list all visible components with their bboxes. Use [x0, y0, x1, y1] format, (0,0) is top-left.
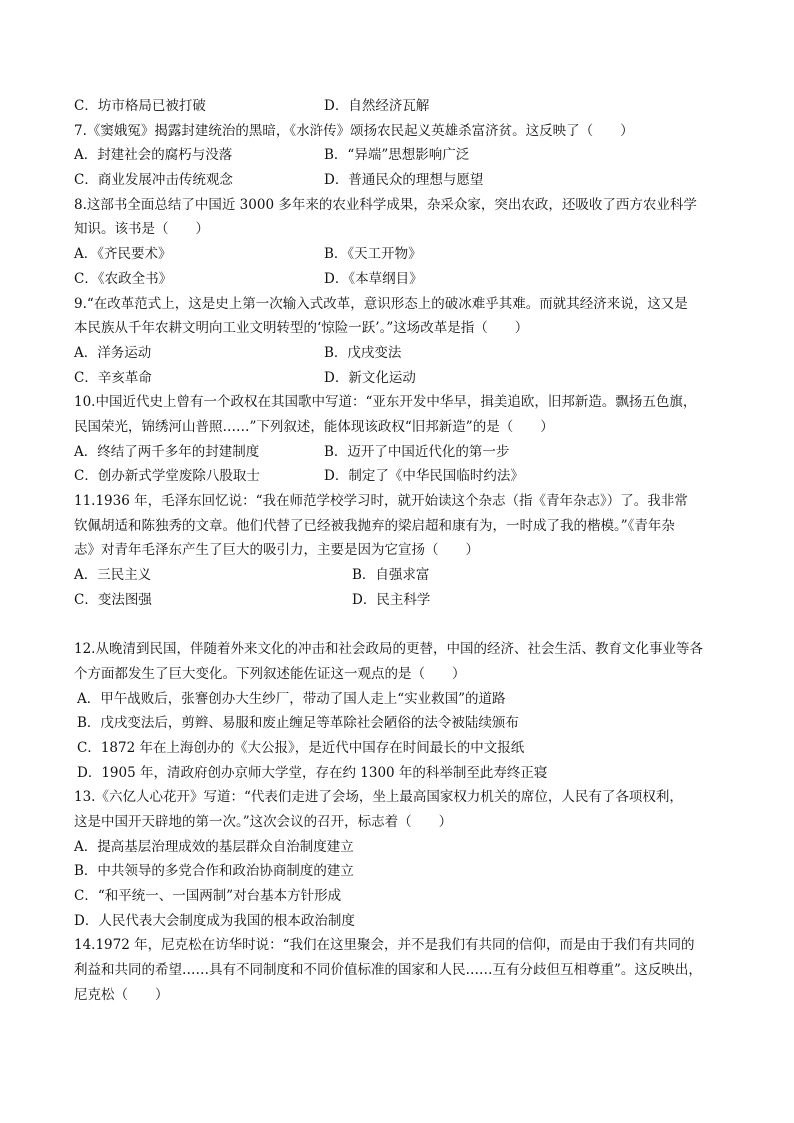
q9-option-c: C．辛亥革命	[74, 369, 152, 386]
q7-stem-line: 7.《窦娥冤》揭露封建统治的黑暗，《水浒传》颂扬农民起义英雄杀富济贫。这反映了（ ）	[74, 122, 634, 139]
q12-option-b: B．戊戌变法后，剪辫、易服和废止缠足等革除社会陋俗的法令被陆续颁布	[77, 715, 519, 732]
q8-option-a: A．《齐民要术》	[74, 246, 172, 263]
q8-option-c: C．《农政全书》	[74, 270, 173, 287]
q14-stem-line: 14.1972 年，尼克松在访华时说：“我们在这里聚会，并不是我们有共同的信仰，而是由于我们有共同的	[74, 937, 695, 954]
q10-option-d: D．制定了《中华民国临时约法》	[324, 468, 524, 485]
q9-options-cd	[74, 366, 728, 391]
q8-option-d: D．《本草纲目》	[324, 270, 423, 287]
q9-stem-line: 本民族从千年农耕文明向工业文明转型的‘惊险一跃’。”这场改革是指（ ）	[74, 320, 529, 337]
q13-stem-line: 13.《六亿人心花开》写道：“代表们走进了会场，坐上最高国家权力机关的席位，人民有了各项权利，	[74, 789, 683, 806]
q11-options-cd	[74, 588, 728, 613]
q10-stem-line: 10.中国近代史上曾有一个政权在其国歌中写道：“亚东开发中华早，揖美追欧，旧邦新造。飘扬五色旗，	[74, 394, 697, 411]
q12-stem-line: 12.从晚清到民国，伴随着外来文化的冲击和社会政局的更替，中国的经济、社会生活、教育文化事业等各	[74, 641, 703, 658]
q7-options-cd	[74, 168, 728, 193]
q10-option-b: B．迈开了中国近代化的第一步	[324, 443, 510, 460]
q10-option-a: A．终结了两千多年的封建制度	[74, 443, 260, 460]
q6-options-cd	[74, 94, 728, 119]
q11-option-b: B．自强求富	[352, 567, 430, 584]
q13-option-b: B．中共领导的多党合作和政治协商制度的建立	[74, 863, 354, 880]
q11-stem-line: 志》对青年毛泽东产生了巨大的吸引力，主要是因为它宣扬（ ）	[74, 542, 479, 559]
q8-options-ab	[74, 242, 728, 267]
exam-page	[74, 94, 728, 1007]
q10-stem-line: 民国荣光，锦绣河山普照……”下列叙述，能体现该政权“旧邦新造”的是（ ）	[74, 418, 554, 435]
q14-stem-line: 尼克松（ ）	[74, 986, 169, 1003]
q9-option-b: B．戊戌变法	[324, 344, 402, 361]
q11-stem-line: 11.1936 年，毛泽东回忆说：“我在师范学校学习时，就开始读这个杂志（指《青年杂志》）了。我非常	[74, 493, 688, 509]
q12-stem-line: 个方面都发生了巨大变化。下列叙述能佐证这一观点的是（ ）	[74, 665, 466, 682]
q11-option-a: A．三民主义	[74, 567, 152, 584]
q8-options-cd	[74, 267, 728, 292]
blank-gap	[74, 612, 728, 637]
q7-option-b: B．“异端”思想影响广泛	[324, 147, 470, 164]
q7-option-a: A．封建社会的腐朽与没落	[74, 147, 233, 164]
q13-option-d: D．人民代表大会制度成为我国的根本政治制度	[74, 912, 355, 929]
q11-options-ab	[74, 563, 728, 588]
q6-option-c: C．坊市格局已被打破	[74, 98, 206, 114]
q8-option-b: B．《天工开物》	[324, 246, 422, 263]
q7-option-c: C．商业发展冲击传统观念	[74, 172, 233, 189]
q10-options-ab	[74, 440, 728, 465]
q12-option-c: C．1872 年在上海创办的《大公报》，是近代中国存在时间最长的中文报纸	[77, 739, 525, 756]
q11-option-c: C．变法图强	[74, 591, 152, 608]
q9-options-ab	[74, 341, 728, 366]
q12-option-d: D．1905 年，清政府创办京师大学堂，存在约 1300 年的科举制至此寿终正寝	[77, 764, 548, 781]
q10-options-cd	[74, 464, 728, 489]
q7-option-d: D．普通民众的理想与愿望	[324, 172, 484, 189]
q11-option-d: D．民主科学	[352, 591, 431, 608]
q9-option-d: D．新文化运动	[324, 369, 416, 386]
q8-stem-line: 8.这部书全面总结了中国近 3000 多年来的农业科学成果，杂采众家，突出农政，还吸收了西方农业科学	[74, 196, 697, 213]
q9-option-a: A．洋务运动	[74, 344, 152, 361]
q12-option-a: A．甲午战败后，张謇创办大生纱厂，带动了国人走上“实业救国”的道路	[77, 690, 506, 707]
q10-option-c: C．创办新式学堂废除八股取士	[74, 468, 260, 485]
q11-stem-line: 钦佩胡适和陈独秀的文章。他们代替了已经被我抛弃的梁启超和康有为，一时成了我的楷模。”《青年杂	[74, 517, 675, 534]
q7-options-ab	[74, 143, 728, 168]
q13-option-a: A．提高基层治理成效的基层群众自治制度建立	[74, 838, 354, 855]
q13-option-c: C．“和平统一、一国两制”对台基本方针形成	[74, 888, 342, 904]
q14-stem-line: 利益和共同的希望……具有不同制度和不同价值标准的国家和人民……互有分歧但互相尊重”。这反映出，	[74, 962, 702, 979]
q13-stem-line: 这是中国开天辟地的第一次。”这次会议的召开，标志着（ ）	[74, 813, 453, 830]
q6-option-d: D．自然经济瓦解	[324, 98, 430, 114]
q9-stem-line: 9.“在改革范式上，这是史上第一次输入式改革，意识形态上的破冰难乎其难。而就其经济来说，这又是	[74, 295, 688, 312]
q8-stem-line: 知识。该书是（ ）	[74, 221, 209, 238]
